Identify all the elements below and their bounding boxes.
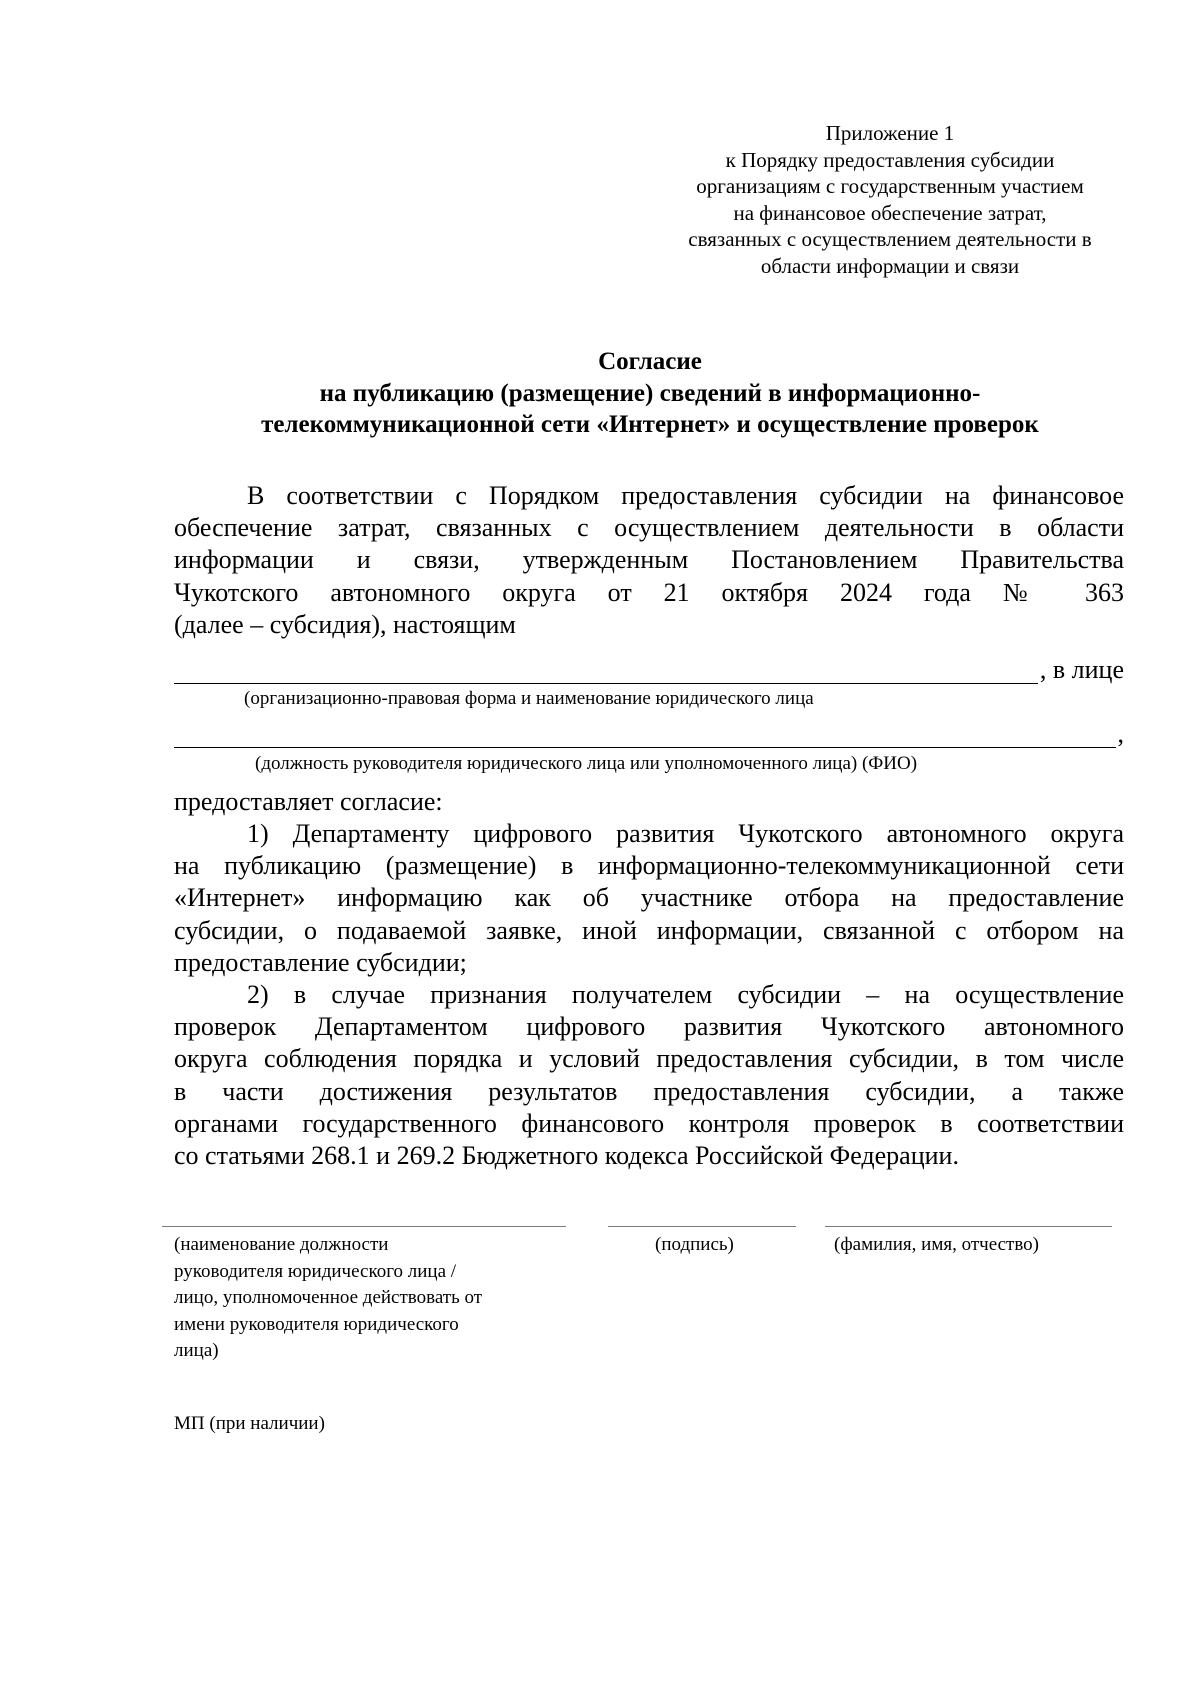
representative-field[interactable] (174, 719, 1116, 748)
appendix-line: Приложение 1 (825, 121, 955, 145)
position-caption-line: (наименование должности (174, 1234, 389, 1255)
consent-item-line: в части достижения результатов предоставления субсидии, а также (174, 1076, 1124, 1106)
stamp-placeholder: МП (при наличии) (174, 1413, 325, 1434)
position-caption-line: лица) (174, 1340, 219, 1361)
title-line: телекоммуникационной сети «Интернет» и осуществление проверок (261, 411, 1039, 438)
intro-paragraph (174, 480, 1124, 641)
intro-line: обеспечение затрат, связанных с осуществлением деятельности в области (174, 513, 1124, 543)
signature-line[interactable] (608, 1226, 796, 1227)
document-title (170, 346, 1130, 441)
title-line: на публикацию (размещение) сведений в информационно- (319, 379, 981, 407)
organization-field-caption: (организационно-правовая форма и наименование юридического лица (244, 688, 814, 709)
consent-item-line: 1) Департаменту цифрового развития Чукотского автономного округа (247, 819, 1124, 848)
representative-field-row (174, 714, 1124, 748)
appendix-line: на финансовое обеспечение затрат, (733, 200, 1047, 225)
consent-item-2 (174, 979, 1124, 1172)
representative-field-caption: (должность руководителя юридического лица или уполномоченного лица) (ФИО) (255, 753, 918, 774)
consent-item-line: предоставление субсидии; (174, 947, 467, 977)
organization-field-row (174, 650, 1124, 684)
full-name-signature-line[interactable] (825, 1226, 1112, 1227)
consent-item-line: органами государственного финансового контроля проверок в соответствии (174, 1108, 1124, 1138)
appendix-line: организациям с государственным участием (696, 174, 1084, 198)
position-caption (174, 1232, 482, 1365)
full-name-caption: (фамилия, имя, отчество) (834, 1234, 1040, 1255)
title-line: Согласие (598, 348, 702, 375)
signature-caption: (подпись) (655, 1234, 734, 1255)
position-caption-line: имени руководителя юридического (174, 1313, 459, 1335)
consent-item-line: проверок Департаментом цифрового развития Чукотского автономного (174, 1012, 1124, 1042)
consent-item-1 (174, 818, 1124, 979)
consent-item-line: на публикацию (размещение) в информационно-телекоммуникационной сети (174, 851, 1124, 881)
intro-line: (далее – субсидия), настоящим (174, 609, 516, 639)
consent-item-line: субсидии, о подаваемой заявке, иной информации, связанной с отбором на (174, 915, 1124, 945)
position-caption-line: лицо, уполномоченное действовать от (174, 1287, 483, 1308)
consent-lead-text: предоставляет согласие: (174, 787, 443, 816)
consent-item-line: «Интернет» информацию как об участнике отбора на предоставление (174, 883, 1124, 913)
intro-line: Чукотского автономного округа от 21 октября 2024 года № 363 (174, 577, 1124, 607)
organization-name-field[interactable] (174, 655, 1038, 684)
consent-item-line: 2) в случае признания получателем субсидии – на осуществление (247, 980, 1124, 1009)
intro-line: информации и связи, утвержденным Постановлением Правительства (174, 545, 1124, 575)
appendix-line: к Порядку предоставления субсидии (725, 147, 1055, 172)
position-signature-line[interactable] (162, 1226, 566, 1227)
appendix-line: связанных с осуществлением деятельности в (688, 227, 1092, 251)
representative-field-suffix: , (1117, 719, 1124, 748)
organization-field-suffix: , в лице (1039, 655, 1124, 684)
appendix-line: области информации и связи (760, 253, 1020, 278)
consent-lead (174, 786, 1124, 818)
consent-item-line: округа соблюдения порядка и условий предоставления субсидии, в том числе (174, 1044, 1124, 1074)
position-caption-line: руководителя юридического лица / (174, 1260, 457, 1282)
appendix-header (640, 120, 1140, 279)
intro-line: В соответствии с Порядком предоставления субсидии на финансовое (247, 481, 1124, 510)
consent-item-line: со статьями 268.1 и 269.2 Бюджетного кодекса Российской Федерации. (174, 1141, 959, 1171)
